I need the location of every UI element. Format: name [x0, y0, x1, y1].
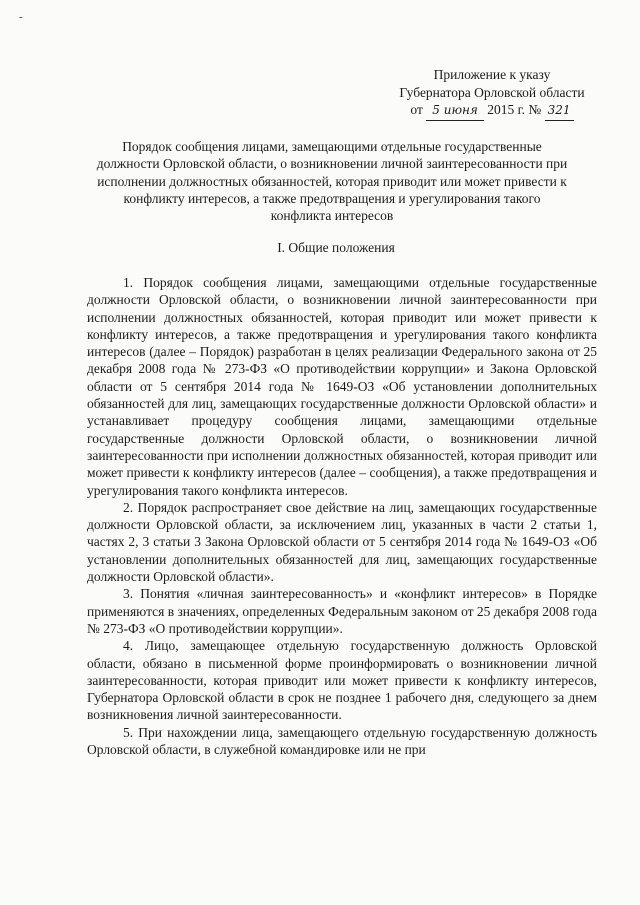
appendix-year: 2015 г. № [487, 102, 542, 117]
paragraph-5: 5. При нахождении лица, замещающего отдельную государственную должность Орловской области, в служебной командировке или не при [87, 724, 597, 758]
document-body [87, 274, 597, 758]
corner-mark: - [19, 11, 23, 23]
appendix-date-handwritten: 5 июня [426, 102, 484, 121]
paragraph-1: 1. Порядок сообщения лицами, замещающими отдельные государственные должности Орловской области, о возникновении личной заинтересованности при исполнении должностных обязанностей, которая приводит или может привести к конфликту интересов, а также предотвращения и урегулирования такого конфликта интересов (далее – Порядок) разработан в целях реализации Федерального закона от 25 декабря 2008 года № 273-ФЗ «О противодействии коррупции» и Закона Орловской области от 5 сентября 2014 года № 1649-ОЗ «Об установлении дополнительных обязанностей для лиц, замещающих государственные должности Орловской области» и устанавливает процедуру сообщения лицами, замещающими отдельные государственные должности Орловской области, о возникновении личной заинтересованности при исполнении должностных обязанностей, которая приводит или может привести к конфликту интересов (далее – сообщения), а также предотвращения и урегулирования такого конфликта интересов. [87, 275, 597, 498]
appendix-line-2: Губернатора Орловской области [399, 84, 585, 100]
appendix-date-prefix: от [410, 102, 423, 117]
appendix-date-line [372, 101, 612, 121]
paragraph-3: 3. Понятия «личная заинтересованность» и «конфликт интересов» в Порядке применяются в значениях, определенных Федеральным законом от 25 декабря 2008 года № 273-ФЗ «О противодействии коррупции». [87, 586, 598, 636]
section-heading: I. Общие положения [277, 240, 395, 255]
paragraph-2: 2. Порядок распространяет свое действие на лиц, замещающих государственные должности Орловской области, за исключением лиц, указанных в части 2 статьи 1, частях 2, 3 статьи 3 Закона Орловской области от 5 сентября 2014 года № 1649-ОЗ «Об установлении дополнительных обязанностей для лиц, замещающих государственные должности Орловской области». [87, 499, 597, 585]
appendix-block [372, 66, 612, 121]
document-title: Порядок сообщения лицами, замещающими отдельные государственные должности Орловской области, о возникновении личной заинтересованности при исполнении должностных обязанностей, которая приводит или может привести к конфликту интересов, а также предотвращения и урегулирования такого конфликта интересов [96, 139, 568, 224]
appendix-number-handwritten: 321 [545, 102, 574, 121]
paragraph-4: 4. Лицо, замещающее отдельную государственную должность Орловской области, обязано в письменной форме проинформировать о возникновении личной заинтересованности, которая приводит или может привести к конфликту интересов, Губернатора Орловской области в срок не позднее 1 рабочего дня, следующего за днем возникновения личной заинтересованности. [87, 638, 597, 723]
appendix-line-1: Приложение к указу [433, 67, 551, 82]
